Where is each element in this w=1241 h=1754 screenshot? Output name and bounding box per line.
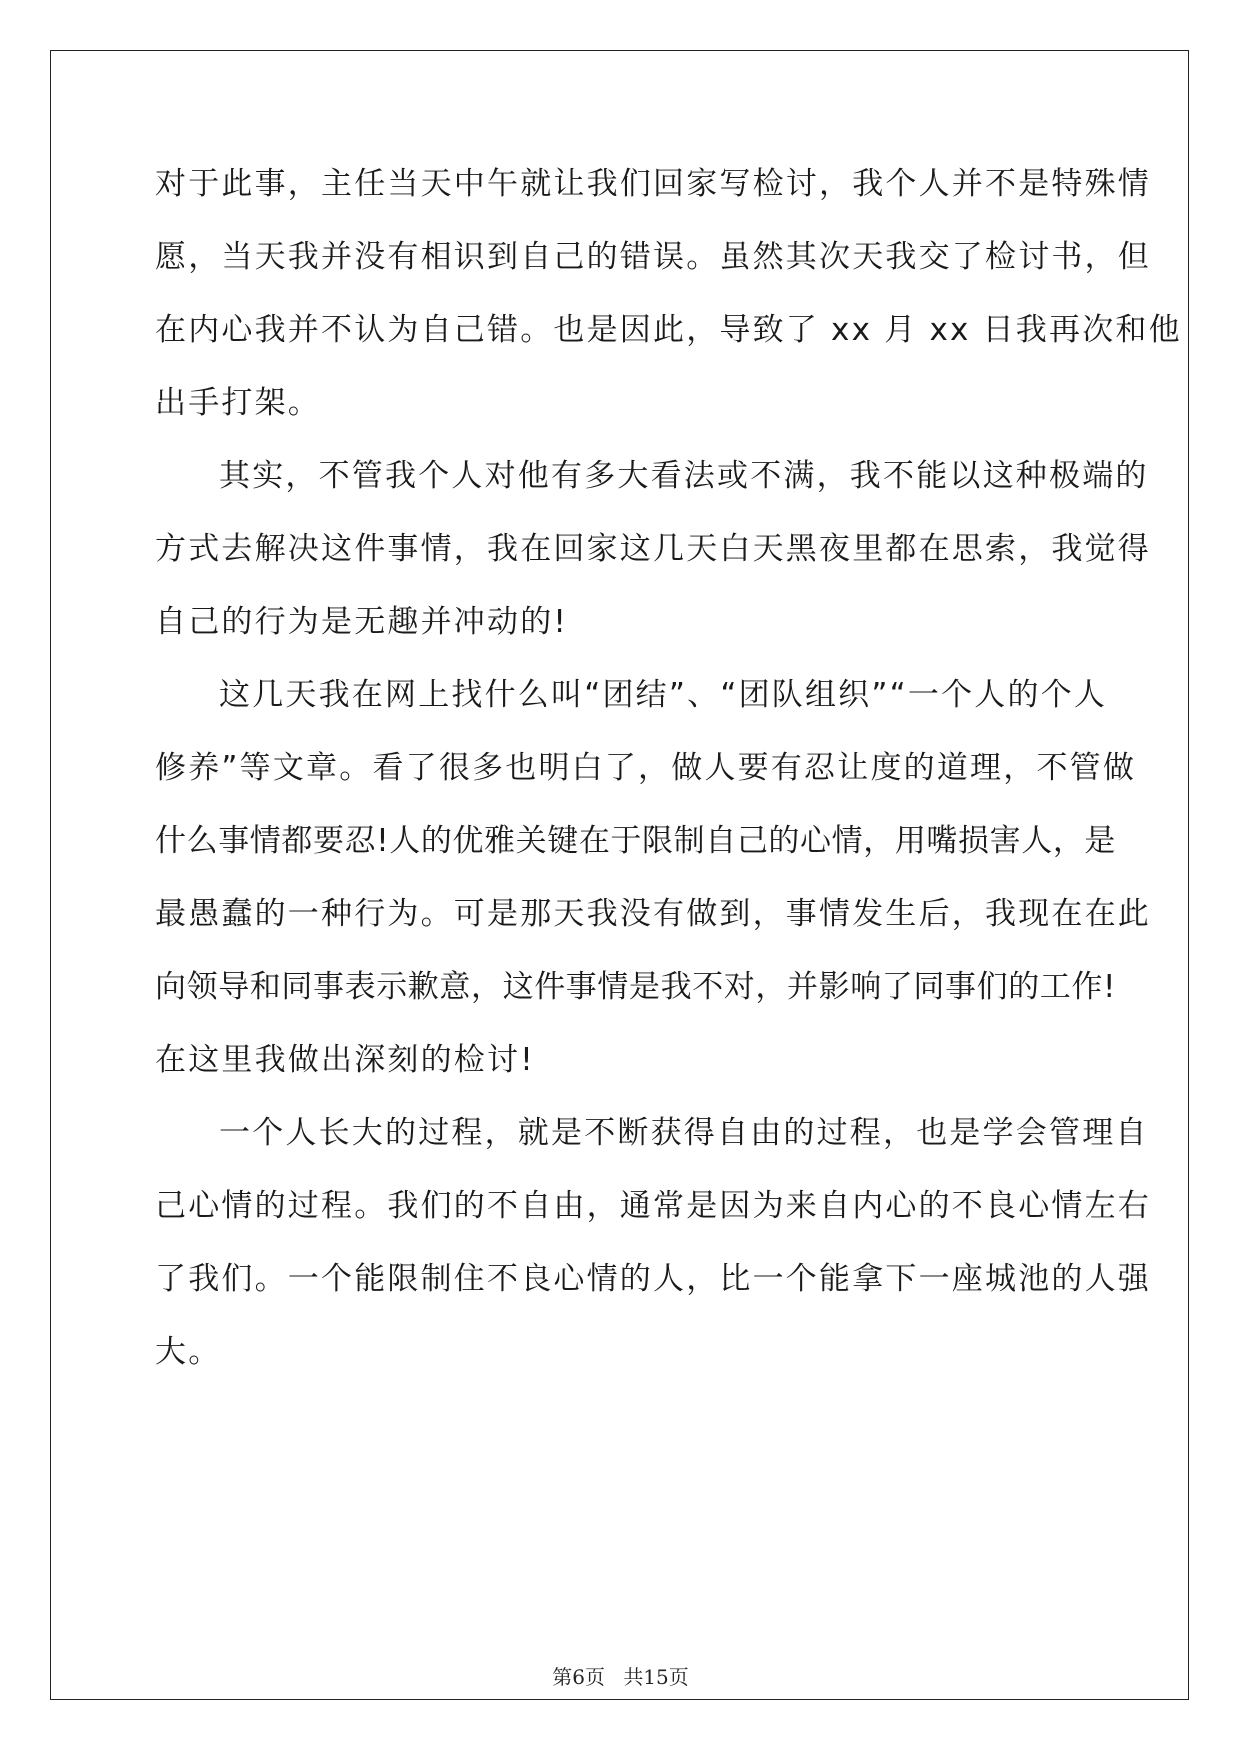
page-border	[50, 50, 1189, 1700]
text-line: 自己的行为是无趣并冲动的!	[155, 604, 569, 640]
paragraph-first-line: 这几天我在网上找什么叫“团结”、“团队组织”“一个人的个人	[219, 677, 1108, 713]
text-line: 了我们。一个能限制住不良心情的人，比一个能拿下一座城池的人强	[155, 1261, 1151, 1297]
text-line: 大。	[155, 1334, 222, 1370]
text-line: 愿，当天我并没有相识到自己的错误。虽然其次天我交了检讨书，但	[155, 239, 1151, 275]
paragraph-first-line: 一个人长大的过程，就是不断获得自由的过程，也是学会管理自	[219, 1115, 1149, 1151]
text-line: 向领导和同事表示歉意，这件事情是我不对，并影响了同事们的工作!	[155, 969, 1117, 1005]
page-number: 第6页	[552, 1665, 605, 1689]
page-total: 共15页	[623, 1665, 689, 1689]
text-line: 修养”等文章。看了很多也明白了，做人要有忍让度的道理，不管做	[155, 750, 1137, 786]
text-line: 对于此事，主任当天中午就让我们回家写检讨，我个人并不是特殊情	[155, 166, 1151, 202]
text-line: 方式去解决这件事情，我在回家这几天白天黑夜里都在思索，我觉得	[155, 531, 1151, 567]
text-line: 出手打架。	[155, 385, 321, 421]
text-line: 什么事情都要忍!人的优雅关键在于限制自己的心情，用嘴损害人，是	[155, 823, 1117, 859]
page-footer	[0, 1661, 1241, 1690]
text-line: 在这里我做出深刻的检讨!	[155, 1042, 535, 1078]
paragraph-first-line: 其实，不管我个人对他有多大看法或不满，我不能以这种极端的	[219, 458, 1149, 494]
text-line: 最愚蠢的一种行为。可是那天我没有做到，事情发生后，我现在在此	[155, 896, 1151, 932]
text-line: 己心情的过程。我们的不自由，通常是因为来自内心的不良心情左右	[155, 1188, 1151, 1224]
text-line: 在内心我并不认为自己错。也是因此，导致了 xx 月 xx 日我再次和他	[155, 312, 1182, 348]
